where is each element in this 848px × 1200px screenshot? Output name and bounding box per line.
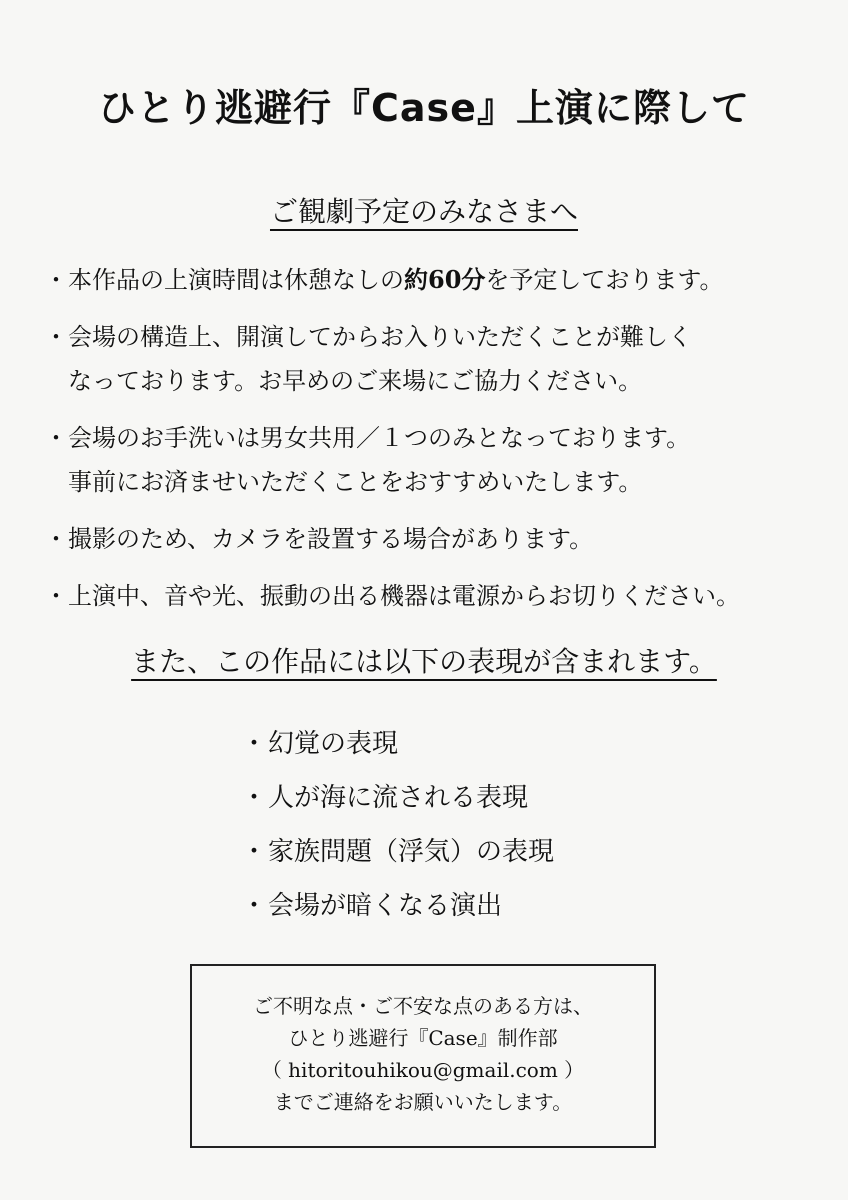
contact-box bbox=[190, 964, 656, 1148]
bullet-mark: ・ bbox=[240, 891, 267, 921]
notice-item-restroom bbox=[44, 416, 834, 504]
bullet-mark: ・ bbox=[44, 424, 68, 452]
content-warning-item bbox=[240, 772, 720, 824]
content-warning-heading-text: また、この作品には以下の表現が含まれます。 bbox=[131, 645, 717, 678]
notice-line: 会場の構造上、開演してからお入りいただくことが難しく bbox=[68, 323, 692, 351]
notice-text-part: を予定しております。 bbox=[485, 266, 724, 294]
content-warning-item bbox=[240, 718, 720, 770]
audience-heading-text: ご観劇予定のみなさまへ bbox=[269, 195, 578, 228]
content-warning-text: 会場が暗くなる演出 bbox=[268, 891, 503, 921]
content-warning-list bbox=[240, 718, 720, 934]
content-warning-item bbox=[240, 826, 720, 878]
notice-text bbox=[68, 574, 834, 618]
bullet-mark: ・ bbox=[44, 323, 68, 351]
content-warning-item bbox=[240, 880, 720, 932]
notice-item-duration bbox=[44, 258, 834, 302]
notice-text bbox=[68, 416, 834, 504]
audience-heading bbox=[0, 194, 848, 230]
notice-line: 撮影のため、カメラを設置する場合があります。 bbox=[68, 525, 594, 553]
notice-text bbox=[68, 258, 834, 302]
notice-item-camera bbox=[44, 517, 834, 561]
bullet-mark: ・ bbox=[240, 837, 267, 867]
content-warning-text: 幻覚の表現 bbox=[268, 729, 399, 759]
bullet-mark: ・ bbox=[44, 582, 68, 610]
contact-line: までご連絡をお願いいたします。 bbox=[273, 1090, 573, 1114]
duration-emphasis: 約60分 bbox=[404, 265, 486, 294]
notice-text-part: 本作品の上演時間は休憩なしの bbox=[68, 266, 404, 294]
notice-list bbox=[44, 258, 834, 631]
page-title: ひとり逃避行『Case』上演に際して bbox=[98, 86, 750, 130]
notice-line: 上演中、音や光、振動の出る機器は電源からお切りください。 bbox=[68, 582, 740, 610]
notice-line: 会場のお手洗いは男女共用／１つのみとなっております。 bbox=[68, 424, 691, 452]
notice-item-entry bbox=[44, 315, 834, 403]
notice-item-devices bbox=[44, 574, 834, 618]
content-warning-text: 家族問題（浮気）の表現 bbox=[268, 837, 555, 867]
bullet-mark: ・ bbox=[44, 266, 68, 294]
notice-line: なっております。お早めのご来場にご協力ください。 bbox=[68, 367, 643, 395]
content-warning-text: 人が海に流される表現 bbox=[268, 783, 529, 813]
notice-text bbox=[68, 517, 834, 561]
bullet-mark: ・ bbox=[44, 525, 68, 553]
content-warning-heading bbox=[0, 644, 848, 680]
bullet-mark: ・ bbox=[240, 783, 267, 813]
notice-line: 事前にお済ませいただくことをおすすめいたします。 bbox=[68, 468, 643, 496]
notice-text bbox=[68, 315, 834, 403]
contact-line: ご不明な点・ご不安な点のある方は、 bbox=[253, 994, 593, 1018]
notice-line bbox=[68, 258, 834, 302]
contact-line: ひとり逃避行『Case』制作部 bbox=[288, 1026, 558, 1050]
bullet-mark: ・ bbox=[240, 729, 267, 759]
contact-email[interactable]: （ hitoritouhikou@gmail.com ） bbox=[261, 1058, 585, 1082]
